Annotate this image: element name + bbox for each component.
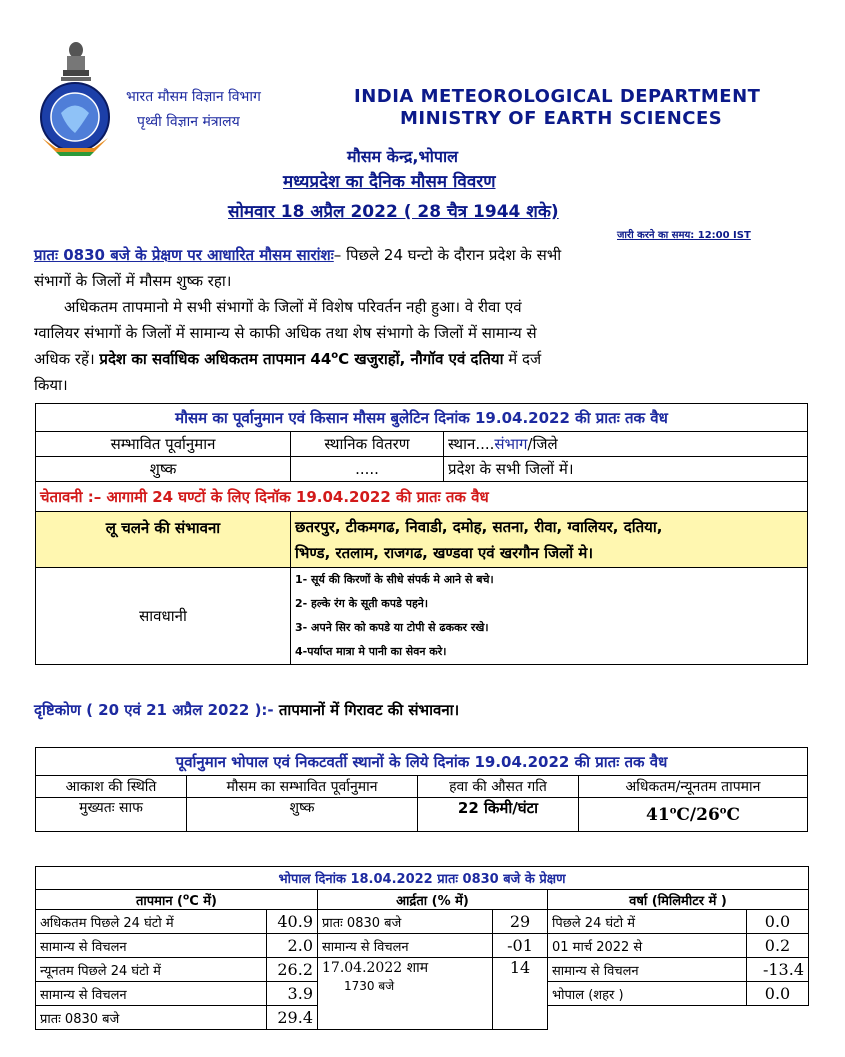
division-text: संभाग [494, 435, 528, 453]
imd-logo-icon [36, 78, 114, 156]
humidity-label-evening [318, 958, 493, 1030]
temp-value: 26.2 [267, 958, 318, 982]
col-distribution-header: स्थानिक वितरण [291, 432, 444, 457]
rainfall-header: वर्षा (मिलिमीटर में ) [548, 890, 809, 910]
caution-item: 1- सूर्य की किरणों के सीधे संपर्क मे आने से बचे। [295, 573, 494, 586]
temp-label: सामान्य से विचलन [36, 934, 267, 958]
bhopal-forecast-table [35, 747, 808, 832]
heatwave-label: लू चलने की संभावना [36, 512, 291, 568]
col-forecast-header: सम्भावित पूर्वानुमान [36, 432, 291, 457]
rain-label: 01 मार्च 2022 से [548, 934, 747, 958]
degree-sign: o [331, 350, 339, 361]
humidity-value: -01 [493, 934, 548, 958]
rain-value: 0.0 [747, 910, 809, 934]
bhopal-forecast-title: पूर्वानुमान भोपाल एवं निकटवर्ती स्थानों के लिये दिनांक 19.04.2022 की प्रातः तक वैध [36, 748, 808, 776]
rain-label: पिछले 24 घंटो में [548, 910, 747, 934]
org-name-english: INDIA METEOROLOGICAL DEPARTMENT [354, 86, 761, 107]
forecast-value: शुष्क [36, 457, 291, 482]
header-sky: आकाश की स्थिति [36, 776, 187, 798]
summary-para2-line-1: अधिकतम तापमानो मे सभी संभागों के जिलों में विशेष परिवर्तन नही हुआ। वे रीवा एवं [64, 298, 522, 316]
heatwave-districts-line-1: छतरपुर, टीकमगढ, निवाडी, दमोह, सतना, रीवा, ग्वालियर, दतिया, [295, 517, 663, 536]
issue-time: जारी करने का समय: 12:00 IST [617, 230, 751, 241]
summary-heading: प्रातः 0830 बजे के प्रेक्षण पर आधारित मौसम सारांशः [34, 246, 334, 264]
degree-sign: o [183, 892, 190, 903]
temp-header-text: तापमान ( [136, 893, 183, 909]
summary-para2-line-4: किया। [34, 376, 68, 394]
heatwave-districts [291, 512, 808, 568]
rain-label: भोपाल (शहर ) [548, 982, 747, 1006]
forecast-value: शुष्क [187, 798, 418, 832]
summary-line-1 [34, 245, 561, 265]
header-wind: हवा की औसत गति [418, 776, 579, 798]
location-text: स्थान.... [448, 435, 495, 453]
org-name-hindi: भारत मौसम विज्ञान विभाग [126, 89, 261, 105]
temp-label: सामान्य से विचलन [36, 982, 267, 1006]
summary-text: – पिछले 24 घन्टो के दौरान प्रदेश के सभी [333, 246, 562, 264]
header-temperature: अधिकतम/न्यूनतम तापमान [579, 776, 808, 798]
temp-value: 29.4 [267, 1006, 318, 1030]
humidity-value: 14 [493, 958, 548, 1030]
sky-value: मुख्यतः साफ [36, 798, 187, 832]
humidity-evening-time: 1730 बजे [344, 979, 395, 993]
summary-text-d: में दर्ज [503, 350, 542, 368]
humidity-value: 29 [493, 910, 548, 934]
humidity-evening-date: 17.04.2022 शाम [322, 960, 429, 976]
min-temp: 26 [696, 804, 720, 825]
rain-value: 0.0 [747, 982, 809, 1006]
caution-list [291, 568, 808, 665]
caution-item: 2- हल्के रंग के सूती कपडे पहने। [295, 597, 429, 610]
page-title: मध्यप्रदेश का दैनिक मौसम विवरण [283, 172, 496, 192]
temperature-value: 41$^o$C/26$^o$C [579, 798, 808, 832]
wind-value: 22 किमी/घंटा [418, 798, 579, 832]
rain-label: सामान्य से विचलन [548, 958, 747, 982]
heatwave-districts-line-2: भिण्ड, रतलाम, राजगढ, खण्डवा एवं खरगौन जिलों मे। [295, 543, 594, 562]
district-text: /जिले [527, 435, 558, 453]
col-location-header [444, 432, 808, 457]
observation-table [35, 866, 809, 1030]
max-temp: 41 [646, 804, 670, 825]
humidity-label: प्रातः 0830 बजे [318, 910, 493, 934]
max-temp-stations: C खजुराहों, नौगॉव एवं दतिया [338, 350, 504, 368]
caution-item: 3- अपने सिर को कपडे या टोपी से ढककर रखे। [295, 621, 489, 634]
caution-label: सावधानी [36, 568, 291, 665]
warning-heading: चेतावनी :– आगामी 24 घण्टों के लिए दिनॉक 19.04.2022 की प्रातः तक वैध [36, 482, 808, 512]
location-value: प्रदेश के सभी जिलों में। [444, 457, 808, 482]
degree-sign: o [719, 804, 727, 816]
unit: C [726, 804, 740, 825]
rain-value: 0.2 [747, 934, 809, 958]
outlook-text: तापमानों में गिरावट की संभावना। [273, 701, 460, 719]
empty-cell [548, 1006, 809, 1030]
temp-value: 2.0 [267, 934, 318, 958]
distribution-value: ..... [291, 457, 444, 482]
outlook-label: दृष्टिकोण ( 20 एवं 21 अप्रैल 2022 ):- [34, 701, 274, 719]
summary-line-2: संभागों के जिलों में मौसम शुष्क रहा। [34, 272, 232, 290]
temp-label: न्यूनतम पिछले 24 घंटो में [36, 958, 267, 982]
max-temp-statement: प्रदेश का सर्वाधिक अधिकतम तापमान 44 [99, 350, 332, 368]
report-date: सोमवार 18 अप्रैल 2022 ( 28 चैत्र 1944 शके) [228, 202, 559, 222]
summary-para2-line-3 [34, 349, 541, 369]
summary-para2-line-2: ग्वालियर संभागों के जिलों में सामान्य से काफी अधिक तथा शेष संभागो के जिलों में सामान्य से [34, 324, 537, 342]
temperature-header [36, 890, 318, 910]
temp-value: 3.9 [267, 982, 318, 1006]
summary-text-a: अधिक रहें। [34, 350, 100, 368]
degree-sign: o [669, 804, 677, 816]
centre-name: मौसम केन्द्र,भोपाल [347, 147, 458, 166]
humidity-label: सामान्य से विचलन [318, 934, 493, 958]
forecast-table-title: मौसम का पूर्वानुमान एवं किसान मौसम बुलेटिन दिनांक 19.04.2022 की प्रातः तक वैध [36, 404, 808, 432]
temp-label: अधिकतम पिछले 24 घंटो में [36, 910, 267, 934]
ministry-name-english: MINISTRY OF EARTH SCIENCES [400, 108, 723, 129]
header-forecast: मौसम का सम्भावित पूर्वानुमान [187, 776, 418, 798]
rain-value: -13.4 [747, 958, 809, 982]
temp-value: 40.9 [267, 910, 318, 934]
caution-item: 4-पर्याप्त मात्रा मे पानी का सेवन करे। [295, 645, 447, 658]
unit: C [676, 804, 690, 825]
observation-title: भोपाल दिनांक 18.04.2022 प्रातः 0830 बजे के प्रेक्षण [36, 867, 809, 890]
forecast-table [35, 403, 808, 665]
humidity-header: आर्द्रता (% में) [318, 890, 548, 910]
outlook [34, 700, 459, 720]
temp-label: प्रातः 0830 बजे [36, 1006, 267, 1030]
ministry-name-hindi: पृथ्वी विज्ञान मंत्रालय [137, 114, 240, 130]
temp-header-unit: C में) [189, 893, 217, 909]
